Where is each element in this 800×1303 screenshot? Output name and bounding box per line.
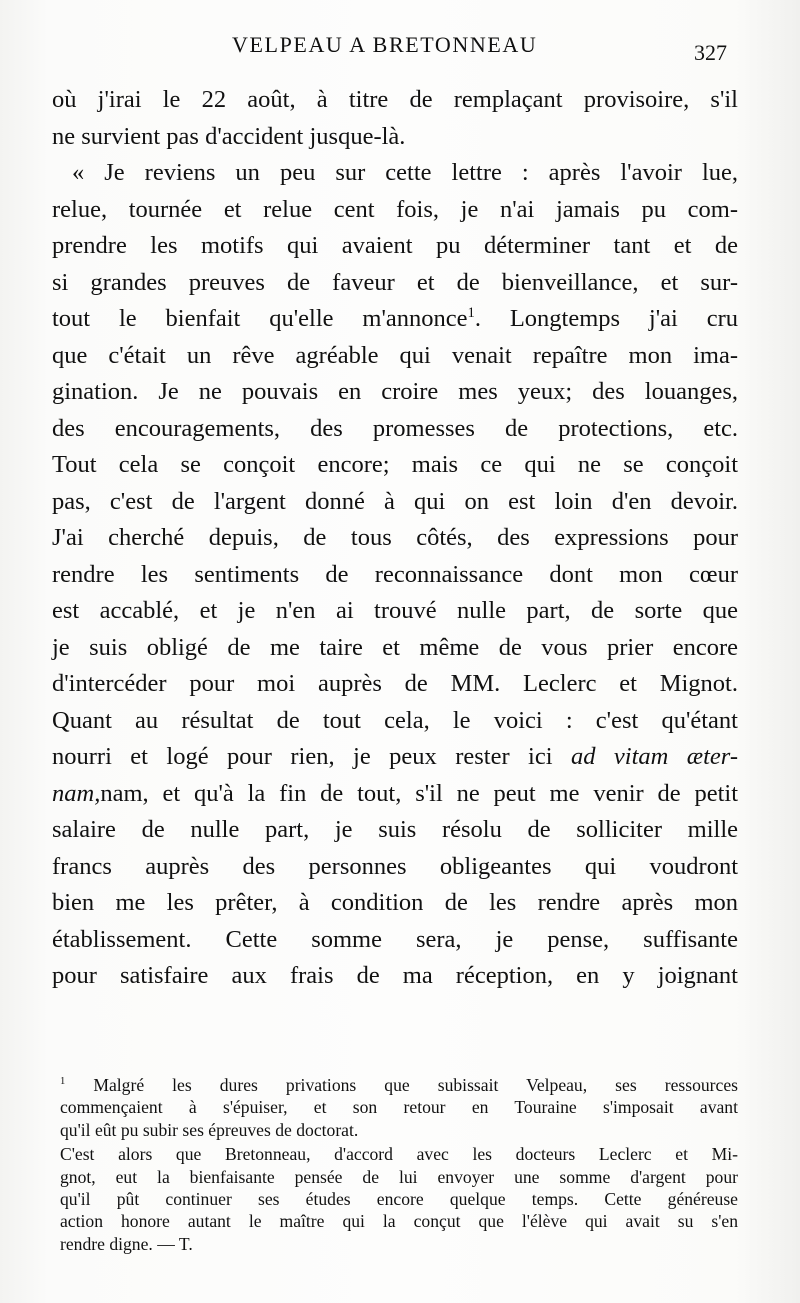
footnote-line	[60, 1074, 738, 1096]
footnote-line: action honore autant le maître qui la conçut que l'élève qui avait su s'en	[60, 1211, 738, 1232]
text-fragment: tout le bienfait qu'elle m'annonce	[52, 305, 468, 332]
latin-phrase: ad vitam æter-	[570, 743, 739, 770]
text-line: bien me les prêter, à condition de les rendre après mon	[52, 889, 738, 916]
text-line-with-italic	[52, 739, 738, 776]
page-number: 327	[694, 40, 727, 65]
text-line: si grandes preuves de faveur et de bienveillance, et sur-	[52, 268, 738, 296]
text-line: gination. Je ne pouvais en croire mes yeux; des louanges,	[52, 378, 738, 405]
text-line: prendre les motifs qui avaient pu déterminer tant et de	[52, 232, 738, 259]
text-line: J'ai cherché depuis, de tous côtés, des expressions pour	[52, 524, 738, 551]
text-fragment: Malgré les dures privations que subissait Velpeau, ses ressources	[65, 1075, 738, 1095]
text-line: Quant au résultat de tout cela, le voici : c'est qu'étant	[52, 706, 738, 734]
footnotes	[60, 1074, 738, 1255]
text-line: ne survient pas d'accident jusque-là.	[52, 122, 406, 150]
text-line: francs auprès des personnes obligeantes qui voudront	[52, 852, 738, 880]
footnote-line: qu'il pût continuer ses études encore quelque temps. Cette généreuse	[60, 1188, 738, 1209]
text-line: « Je reviens un peu sur cette lettre : après l'avoir lue,	[72, 159, 738, 186]
footnote-line: qu'il eût pu subir ses épreuves de doctorat.	[60, 1119, 359, 1140]
text-line: pas, c'est de l'argent donné à qui on est loin d'en devoir.	[52, 487, 738, 515]
page-header	[0, 30, 800, 66]
footnote-line: commençaient à s'épuiser, et son retour en Touraine s'imposait avant	[60, 1097, 738, 1118]
footnote-reference: 1	[467, 304, 475, 321]
text-line: d'intercéder pour moi auprès de MM. Leclerc et Mignot.	[52, 670, 738, 697]
text-line: Tout cela se conçoit encore; mais ce qui ne se conçoit	[52, 451, 738, 478]
running-title: VELPEAU A BRETONNEAU	[232, 32, 538, 57]
text-fragment: nam, et qu'à la fin de tout, s'il ne peut me venir de petit	[100, 779, 738, 807]
text-line: relue, tournée et relue cent fois, je n'ai jamais pu com-	[52, 195, 738, 223]
main-text	[52, 82, 738, 995]
text-line: où j'irai le 22 août, à titre de remplaçant provisoire, s'il	[52, 86, 738, 113]
footnote-marker: 1	[60, 1076, 66, 1088]
latin-phrase: nam,	[52, 779, 101, 807]
text-fragment: nourri et logé pour rien, je peux rester ici	[52, 743, 571, 770]
footnote-line: C'est alors que Bretonneau, d'accord avec les docteurs Leclerc et Mi-	[60, 1144, 738, 1165]
text-line: que c'était un rêve agréable qui venait repaître mon ima-	[52, 341, 738, 369]
text-fragment: . Longtemps j'ai cru	[474, 305, 738, 332]
text-line: rendre les sentiments de reconnaissance dont mon cœur	[52, 560, 738, 588]
text-line: pour satisfaire aux frais de ma réception, en y joignant	[52, 962, 738, 989]
text-line: je suis obligé de me taire et même de vous prier encore	[52, 633, 738, 661]
footnote-line: rendre digne. — T.	[60, 1233, 193, 1254]
text-line-with-italic	[52, 776, 738, 813]
text-line: des encouragements, des promesses de protections, etc.	[52, 414, 738, 442]
text-line: établissement. Cette somme sera, je pense, suffisante	[52, 925, 738, 953]
footnote-line: gnot, eut la bienfaisante pensée de lui envoyer une somme d'argent pour	[60, 1166, 738, 1187]
text-line: est accablé, et je n'en ai trouvé nulle part, de sorte que	[52, 597, 738, 624]
text-line-with-footnote-ref	[52, 301, 738, 338]
text-line: salaire de nulle part, je suis résolu de solliciter mille	[52, 816, 738, 843]
